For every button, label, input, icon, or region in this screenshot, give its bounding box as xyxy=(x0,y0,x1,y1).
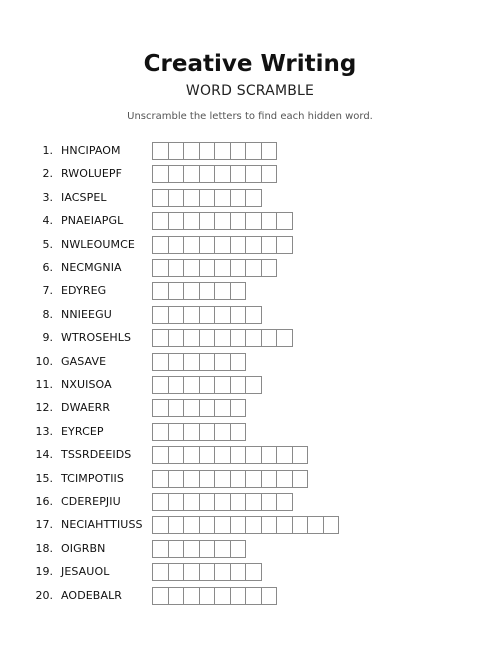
letter-box[interactable] xyxy=(183,259,200,277)
word-number: 15. xyxy=(35,471,53,485)
letter-box[interactable] xyxy=(152,212,169,230)
letter-box[interactable] xyxy=(261,516,278,534)
letter-box[interactable] xyxy=(276,329,293,347)
letter-box[interactable] xyxy=(261,446,278,464)
answer-boxes xyxy=(152,470,307,488)
letter-box[interactable] xyxy=(261,329,278,347)
letter-box[interactable] xyxy=(183,329,200,347)
scrambled-word: TCIMPOTIIS xyxy=(61,471,124,485)
word-row xyxy=(0,493,500,511)
letter-box[interactable] xyxy=(199,282,216,300)
letter-box[interactable] xyxy=(168,446,185,464)
letter-box[interactable] xyxy=(199,212,216,230)
letter-box[interactable] xyxy=(214,516,231,534)
word-number: 6. xyxy=(42,261,53,274)
word-number: 11. xyxy=(35,378,53,391)
letter-box[interactable] xyxy=(230,165,247,183)
letter-box[interactable] xyxy=(168,423,185,441)
letter-box[interactable] xyxy=(183,399,200,417)
letter-box[interactable] xyxy=(199,446,216,464)
letter-box[interactable] xyxy=(199,165,216,183)
answer-boxes xyxy=(152,376,261,394)
letter-box[interactable] xyxy=(230,353,247,371)
letter-box[interactable] xyxy=(152,142,169,160)
letter-box[interactable] xyxy=(214,587,231,605)
answer-boxes xyxy=(152,236,292,254)
letter-box[interactable] xyxy=(168,329,185,347)
letter-box[interactable] xyxy=(183,165,200,183)
word-row xyxy=(0,423,500,441)
letter-box[interactable] xyxy=(168,493,185,511)
letter-box[interactable] xyxy=(168,516,185,534)
answer-boxes xyxy=(152,540,245,558)
page-title: Creative Writing xyxy=(143,51,357,77)
letter-box[interactable] xyxy=(245,329,262,347)
letter-box[interactable] xyxy=(152,493,169,511)
letter-box[interactable] xyxy=(230,540,247,558)
answer-boxes xyxy=(152,493,292,511)
answer-boxes xyxy=(152,587,276,605)
word-number: 18. xyxy=(35,541,53,555)
scrambled-word: JESAUOL xyxy=(61,565,110,579)
letter-box[interactable] xyxy=(152,165,169,183)
word-number: 17. xyxy=(35,518,53,532)
word-row xyxy=(0,282,500,300)
letter-box[interactable] xyxy=(199,259,216,277)
letter-box[interactable] xyxy=(199,493,216,511)
word-row xyxy=(0,563,500,581)
letter-box[interactable] xyxy=(276,446,293,464)
letter-box[interactable] xyxy=(168,189,185,207)
letter-box[interactable] xyxy=(168,353,185,371)
letter-box[interactable] xyxy=(292,446,309,464)
letter-box[interactable] xyxy=(214,165,231,183)
letter-box[interactable] xyxy=(230,516,247,534)
letter-box[interactable] xyxy=(168,563,185,581)
answer-boxes xyxy=(152,446,307,464)
scrambled-word: IACSPEL xyxy=(61,190,107,204)
letter-box[interactable] xyxy=(168,236,185,254)
letter-box[interactable] xyxy=(261,212,278,230)
letter-box[interactable] xyxy=(183,306,200,324)
letter-box[interactable] xyxy=(152,423,169,441)
letter-box[interactable] xyxy=(168,282,185,300)
answer-boxes xyxy=(152,259,276,277)
letter-box[interactable] xyxy=(292,516,309,534)
letter-box[interactable] xyxy=(214,563,231,581)
letter-box[interactable] xyxy=(292,470,309,488)
letter-box[interactable] xyxy=(152,329,169,347)
word-number: 12. xyxy=(35,401,53,415)
letter-box[interactable] xyxy=(261,259,278,277)
word-number: 16. xyxy=(35,495,53,508)
word-number: 7. xyxy=(42,284,53,298)
letter-box[interactable] xyxy=(152,189,169,207)
scrambled-word: NWLEOUMCE xyxy=(61,237,135,251)
letter-box[interactable] xyxy=(183,516,200,534)
letter-box[interactable] xyxy=(168,470,185,488)
word-number: 9. xyxy=(42,331,53,345)
letter-box[interactable] xyxy=(214,189,231,207)
letter-box[interactable] xyxy=(276,516,293,534)
letter-box[interactable] xyxy=(245,587,262,605)
letter-box[interactable] xyxy=(199,376,216,394)
letter-box[interactable] xyxy=(214,329,231,347)
letter-box[interactable] xyxy=(261,493,278,511)
letter-box[interactable] xyxy=(261,470,278,488)
letter-box[interactable] xyxy=(214,306,231,324)
scrambled-word: NXUISOA xyxy=(61,378,112,391)
scrambled-word: HNCIPAOM xyxy=(61,144,121,157)
word-row xyxy=(0,329,500,347)
letter-box[interactable] xyxy=(245,516,262,534)
answer-boxes xyxy=(152,165,276,183)
letter-box[interactable] xyxy=(245,212,262,230)
letter-box[interactable] xyxy=(199,423,216,441)
letter-box[interactable] xyxy=(230,306,247,324)
word-row xyxy=(0,236,500,254)
letter-box[interactable] xyxy=(183,493,200,511)
scrambled-word: AODEBALR xyxy=(61,588,123,602)
answer-boxes xyxy=(152,563,261,581)
letter-box[interactable] xyxy=(152,446,169,464)
answer-boxes xyxy=(152,212,292,230)
letter-box[interactable] xyxy=(152,353,169,371)
letter-box[interactable] xyxy=(214,236,231,254)
word-number: 19. xyxy=(35,565,53,579)
letter-box[interactable] xyxy=(245,189,262,207)
letter-box[interactable] xyxy=(261,587,278,605)
letter-box[interactable] xyxy=(214,470,231,488)
word-number: 4. xyxy=(42,214,53,228)
scrambled-word: OIGRBN xyxy=(61,541,106,555)
instructions-text: Unscramble the letters to find each hidden word. xyxy=(127,111,373,122)
letter-box[interactable] xyxy=(214,399,231,417)
letter-box[interactable] xyxy=(230,493,247,511)
letter-box[interactable] xyxy=(230,142,247,160)
scrambled-word: RWOLUEPF xyxy=(61,167,123,181)
word-number: 14. xyxy=(35,448,53,462)
word-row xyxy=(0,540,500,558)
letter-box[interactable] xyxy=(152,399,169,417)
letter-box[interactable] xyxy=(199,189,216,207)
scrambled-word: CDEREPJIU xyxy=(61,495,121,508)
letter-box[interactable] xyxy=(199,399,216,417)
letter-box[interactable] xyxy=(261,165,278,183)
letter-box[interactable] xyxy=(183,282,200,300)
letter-box[interactable] xyxy=(199,540,216,558)
letter-box[interactable] xyxy=(183,236,200,254)
letter-box[interactable] xyxy=(152,587,169,605)
scrambled-word: EDYREG xyxy=(61,284,107,298)
letter-box[interactable] xyxy=(276,236,293,254)
scrambled-word: WTROSEHLS xyxy=(61,331,132,345)
word-row xyxy=(0,470,500,488)
letter-box[interactable] xyxy=(152,282,169,300)
word-row xyxy=(0,212,500,230)
letter-box[interactable] xyxy=(183,376,200,394)
letter-box[interactable] xyxy=(152,563,169,581)
word-row xyxy=(0,587,500,605)
letter-box[interactable] xyxy=(214,423,231,441)
letter-box[interactable] xyxy=(199,587,216,605)
letter-box[interactable] xyxy=(230,376,247,394)
letter-box[interactable] xyxy=(214,540,231,558)
letter-box[interactable] xyxy=(183,446,200,464)
word-number: 20. xyxy=(35,588,53,602)
scrambled-word: DWAERR xyxy=(61,401,111,415)
word-row xyxy=(0,189,500,207)
scrambled-word: EYRCEP xyxy=(61,424,104,438)
letter-box[interactable] xyxy=(261,142,278,160)
scrambled-word: GASAVE xyxy=(61,354,107,368)
letter-box[interactable] xyxy=(152,470,169,488)
letter-box[interactable] xyxy=(168,376,185,394)
letter-box[interactable] xyxy=(245,165,262,183)
letter-box[interactable] xyxy=(307,516,324,534)
letter-box[interactable] xyxy=(152,259,169,277)
answer-boxes xyxy=(152,189,261,207)
letter-box[interactable] xyxy=(183,353,200,371)
letter-box[interactable] xyxy=(230,329,247,347)
letter-box[interactable] xyxy=(245,376,262,394)
answer-boxes xyxy=(152,282,245,300)
letter-box[interactable] xyxy=(245,563,262,581)
letter-box[interactable] xyxy=(276,470,293,488)
letter-box[interactable] xyxy=(230,189,247,207)
answer-boxes xyxy=(152,142,276,160)
letter-box[interactable] xyxy=(183,189,200,207)
answer-boxes xyxy=(152,399,245,417)
letter-box[interactable] xyxy=(245,306,262,324)
letter-box[interactable] xyxy=(214,212,231,230)
letter-box[interactable] xyxy=(152,540,169,558)
letter-box[interactable] xyxy=(183,587,200,605)
letter-box[interactable] xyxy=(199,142,216,160)
letter-box[interactable] xyxy=(168,540,185,558)
letter-box[interactable] xyxy=(168,165,185,183)
letter-box[interactable] xyxy=(245,236,262,254)
letter-box[interactable] xyxy=(152,306,169,324)
word-row xyxy=(0,399,500,417)
letter-box[interactable] xyxy=(152,236,169,254)
scrambled-word: NNIEEGU xyxy=(61,307,112,321)
letter-box[interactable] xyxy=(245,142,262,160)
letter-box[interactable] xyxy=(214,353,231,371)
page-subtitle: WORD SCRAMBLE xyxy=(185,83,315,99)
word-row xyxy=(0,353,500,371)
word-number: 1. xyxy=(42,144,53,157)
letter-box[interactable] xyxy=(168,212,185,230)
scrambled-word: TSSRDEEIDS xyxy=(61,448,132,462)
answer-boxes xyxy=(152,306,261,324)
word-row xyxy=(0,165,500,183)
letter-box[interactable] xyxy=(230,212,247,230)
letter-box[interactable] xyxy=(168,587,185,605)
letter-box[interactable] xyxy=(323,516,340,534)
letter-box[interactable] xyxy=(230,399,247,417)
letter-box[interactable] xyxy=(230,282,247,300)
word-row xyxy=(0,142,500,160)
word-row xyxy=(0,446,500,464)
scrambled-word: PNAEIAPGL xyxy=(61,214,124,228)
letter-box[interactable] xyxy=(183,470,200,488)
letter-box[interactable] xyxy=(199,563,216,581)
letter-box[interactable] xyxy=(230,470,247,488)
answer-boxes xyxy=(152,353,245,371)
letter-box[interactable] xyxy=(168,306,185,324)
letter-box[interactable] xyxy=(152,516,169,534)
word-row xyxy=(0,516,500,534)
letter-box[interactable] xyxy=(183,212,200,230)
word-number: 10. xyxy=(35,354,53,368)
letter-box[interactable] xyxy=(168,259,185,277)
word-number: 8. xyxy=(42,307,53,321)
letter-box[interactable] xyxy=(230,259,247,277)
letter-box[interactable] xyxy=(214,446,231,464)
letter-box[interactable] xyxy=(245,493,262,511)
letter-box[interactable] xyxy=(199,306,216,324)
scrambled-word: NECIAHTTIUSS xyxy=(61,518,143,532)
letter-box[interactable] xyxy=(276,212,293,230)
letter-box[interactable] xyxy=(245,259,262,277)
letter-box[interactable] xyxy=(261,236,278,254)
letter-box[interactable] xyxy=(168,399,185,417)
answer-boxes xyxy=(152,516,338,534)
word-number: 13. xyxy=(35,424,53,438)
answer-boxes xyxy=(152,423,245,441)
word-number: 2. xyxy=(42,167,53,181)
letter-box[interactable] xyxy=(199,236,216,254)
letter-box[interactable] xyxy=(214,493,231,511)
letter-box[interactable] xyxy=(183,540,200,558)
letter-box[interactable] xyxy=(214,376,231,394)
letter-box[interactable] xyxy=(199,353,216,371)
letter-box[interactable] xyxy=(183,142,200,160)
word-number: 5. xyxy=(42,237,53,251)
letter-box[interactable] xyxy=(214,142,231,160)
letter-box[interactable] xyxy=(230,236,247,254)
letter-box[interactable] xyxy=(214,282,231,300)
word-row xyxy=(0,306,500,324)
letter-box[interactable] xyxy=(199,329,216,347)
letter-box[interactable] xyxy=(183,423,200,441)
letter-box[interactable] xyxy=(199,470,216,488)
letter-box[interactable] xyxy=(230,563,247,581)
letter-box[interactable] xyxy=(276,493,293,511)
word-number: 3. xyxy=(42,190,53,204)
letter-box[interactable] xyxy=(152,376,169,394)
scrambled-word: NECMGNIA xyxy=(61,261,122,274)
letter-box[interactable] xyxy=(230,587,247,605)
letter-box[interactable] xyxy=(230,423,247,441)
letter-box[interactable] xyxy=(214,259,231,277)
letter-box[interactable] xyxy=(245,470,262,488)
word-row xyxy=(0,376,500,394)
letter-box[interactable] xyxy=(168,142,185,160)
answer-boxes xyxy=(152,329,292,347)
letter-box[interactable] xyxy=(230,446,247,464)
letter-box[interactable] xyxy=(245,446,262,464)
letter-box[interactable] xyxy=(183,563,200,581)
word-row xyxy=(0,259,500,277)
letter-box[interactable] xyxy=(199,516,216,534)
